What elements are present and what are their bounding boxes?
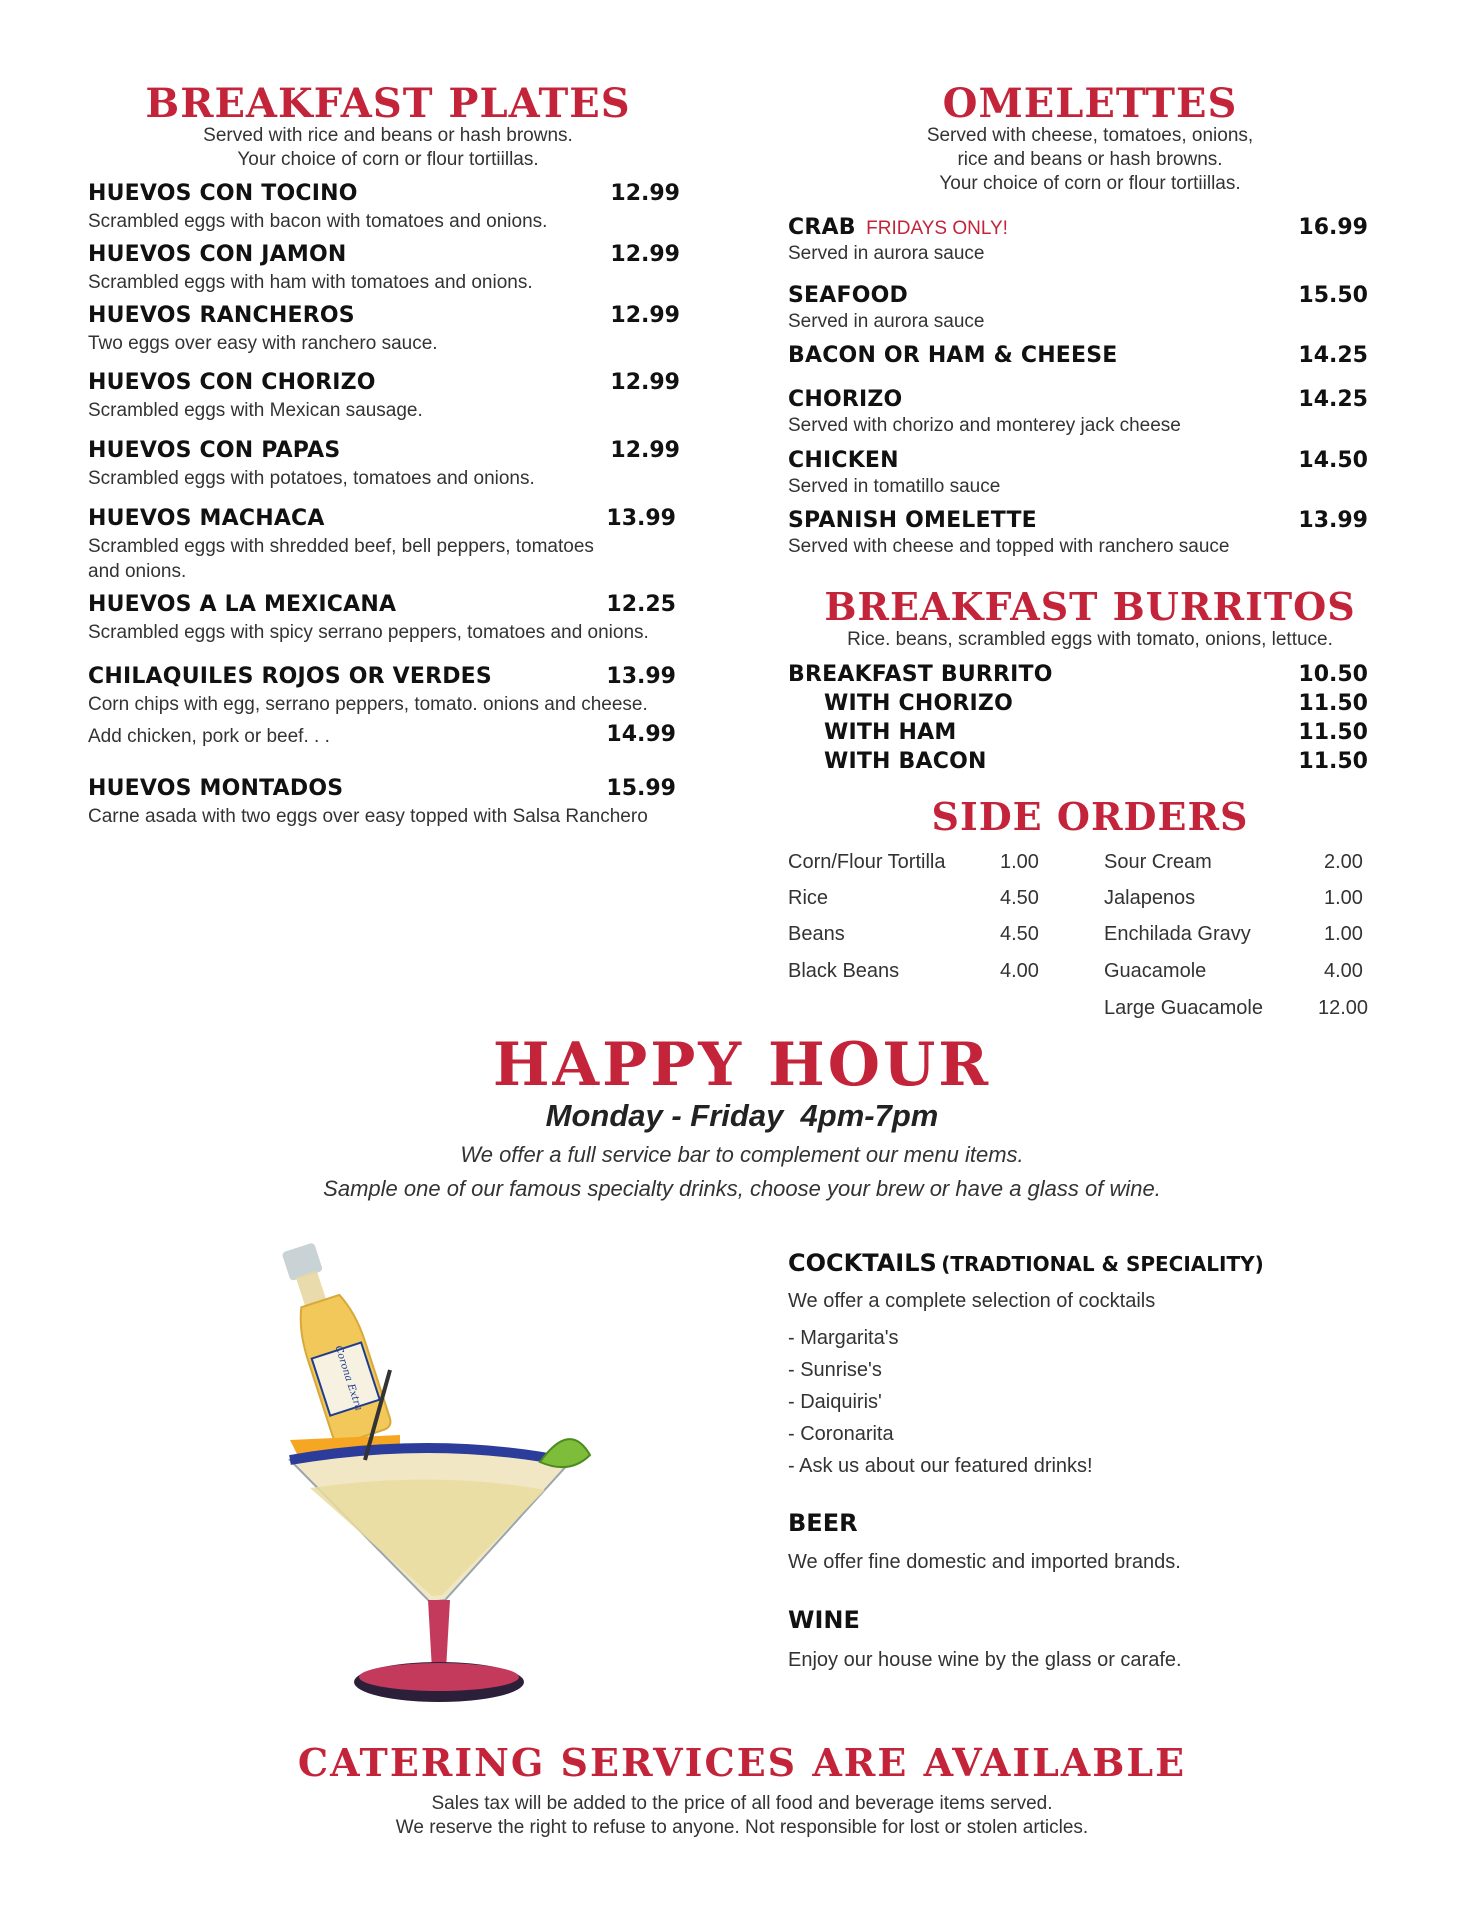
- item-price: 12.25: [606, 592, 676, 617]
- cocktails-heading: [788, 1249, 1264, 1277]
- item-price: 12.99: [610, 303, 680, 328]
- item-price: 12.99: [610, 438, 680, 463]
- item-name: CHILAQUILES ROJOS OR VERDES: [88, 664, 492, 689]
- side-item-price: 4.50: [1000, 923, 1039, 945]
- side-item-price: 4.00: [1000, 960, 1039, 982]
- item-price: 11.50: [1298, 749, 1368, 774]
- side-item-price: 1.00: [1000, 851, 1039, 873]
- catering-title: CATERING SERVICES ARE AVAILABLE: [297, 1740, 1187, 1785]
- item-price: 12.99: [610, 242, 680, 267]
- item-description: Scrambled eggs with Mexican sausage.: [88, 400, 423, 421]
- beer-title: BEER: [788, 1509, 858, 1537]
- item-name: WITH BACON: [824, 749, 987, 774]
- item-description: Served with chorizo and monterey jack cheese: [788, 415, 1181, 436]
- side-item-name: Guacamole: [1104, 960, 1207, 982]
- item-description: Served in aurora sauce: [788, 243, 985, 264]
- omelettes-subtitle-2: rice and beans or hash browns.: [957, 149, 1223, 170]
- side-item-name: Black Beans: [788, 960, 900, 982]
- side-item-name: Enchilada Gravy: [1104, 923, 1251, 945]
- happy-hour-line-2: Sample one of our famous specialty drinks, choose your brew or have a glass of wine.: [323, 1176, 1161, 1201]
- beer-text: We offer fine domestic and imported brands.: [788, 1551, 1181, 1573]
- item-name: HUEVOS MACHACA: [88, 506, 325, 531]
- item-name: HUEVOS A LA MEXICANA: [88, 592, 397, 617]
- item-name: HUEVOS RANCHEROS: [88, 303, 355, 328]
- omelettes-subtitle-1: Served with cheese, tomatoes, onions,: [926, 125, 1254, 146]
- side-item-price: 2.00: [1324, 851, 1363, 873]
- side-item-name: Jalapenos: [1104, 887, 1196, 909]
- item-name: WITH HAM: [824, 720, 957, 745]
- item-name: BREAKFAST BURRITO: [788, 662, 1053, 687]
- happy-hour-line-1: We offer a full service bar to complement our menu items.: [460, 1142, 1024, 1167]
- cocktails-paren: (TRADTIONAL & SPECIALITY): [941, 1252, 1264, 1276]
- fridays-only-note: FRIDAYS ONLY!: [866, 218, 1008, 239]
- side-item-name: Corn/Flour Tortilla: [788, 851, 946, 873]
- item-name: BACON OR HAM & CHEESE: [788, 343, 1118, 368]
- side-item-name: Beans: [788, 923, 845, 945]
- cocktail-item: - Daiquiris': [788, 1391, 882, 1413]
- side-item-price: 12.00: [1318, 997, 1369, 1019]
- breakfast-plates-title: BREAKFAST PLATES: [145, 80, 631, 127]
- burritos-title: BREAKFAST BURRITOS: [824, 584, 1356, 629]
- breakfast-plates-subtitle-1: Served with rice and beans or hash browns.: [203, 125, 573, 146]
- item-name: WITH CHORIZO: [824, 691, 1013, 716]
- item-price: 11.50: [1298, 720, 1368, 745]
- cocktail-item: - Margarita's: [788, 1327, 899, 1349]
- item-description: Scrambled eggs with potatoes, tomatoes and onions.: [88, 468, 535, 489]
- side-item-price: 4.50: [1000, 887, 1039, 909]
- item-price: 10.50: [1298, 662, 1368, 687]
- item-description: Scrambled eggs with spicy serrano peppers, tomatoes and onions.: [88, 622, 649, 643]
- item-description: Carne asada with two eggs over easy topped with Salsa Ranchero: [88, 806, 648, 827]
- side-item-price: 4.00: [1324, 960, 1363, 982]
- cocktails-title: COCKTAILS: [788, 1249, 937, 1277]
- cocktails-intro: We offer a complete selection of cocktails: [788, 1290, 1156, 1312]
- item-description: Corn chips with egg, serrano peppers, tomato. onions and cheese.: [88, 694, 648, 715]
- side-item-name: Large Guacamole: [1104, 997, 1263, 1019]
- wine-text: Enjoy our house wine by the glass or carafe.: [788, 1649, 1182, 1671]
- wine-title: WINE: [788, 1606, 860, 1634]
- item-price: 12.99: [610, 370, 680, 395]
- item-description: Scrambled eggs with shredded beef, bell peppers, tomatoes and onions.: [88, 536, 594, 582]
- omelette-crab-row: [788, 215, 1008, 240]
- side-item-name: Sour Cream: [1104, 851, 1212, 873]
- item-price: 14.25: [1298, 343, 1368, 368]
- item-name: CHICKEN: [788, 448, 899, 473]
- item-description: Served in tomatillo sauce: [788, 476, 1001, 497]
- item-name: HUEVOS MONTADOS: [88, 776, 344, 801]
- addon-text: Add chicken, pork or beef. . .: [88, 726, 330, 747]
- item-price: 15.50: [1298, 283, 1368, 308]
- side-item-price: 1.00: [1324, 887, 1363, 909]
- catering-line-2: We reserve the right to refuse to anyone. Not responsible for lost or stolen articles.: [395, 1817, 1089, 1838]
- item-price: 14.50: [1298, 448, 1368, 473]
- happy-hour-days: Monday - Friday 4pm-7pm: [545, 1098, 939, 1133]
- item-price: 13.99: [1298, 508, 1368, 533]
- item-name: SPANISH OMELETTE: [788, 508, 1037, 533]
- item-price: 14.25: [1298, 387, 1368, 412]
- burritos-subtitle: Rice. beans, scrambled eggs with tomato, onions, lettuce.: [847, 629, 1333, 650]
- side-orders-title: SIDE ORDERS: [931, 794, 1249, 839]
- item-name: HUEVOS CON CHORIZO: [88, 370, 376, 395]
- item-name: HUEVOS CON JAMON: [88, 242, 347, 267]
- cocktail-item: - Ask us about our featured drinks!: [788, 1455, 1093, 1477]
- item-description: Scrambled eggs with bacon with tomatoes and onions.: [88, 211, 548, 232]
- item-description: Scrambled eggs with ham with tomatoes and onions.: [88, 272, 533, 293]
- item-name: CRAB: [788, 215, 856, 240]
- addon-price: 14.99: [606, 722, 676, 747]
- item-price: 16.99: [1298, 215, 1368, 240]
- item-name: SEAFOOD: [788, 283, 908, 308]
- item-name: HUEVOS CON TOCINO: [88, 181, 358, 206]
- lime-wedge-icon: [540, 1439, 590, 1467]
- item-price: 11.50: [1298, 691, 1368, 716]
- item-price: 13.99: [606, 664, 676, 689]
- item-price: 13.99: [606, 506, 676, 531]
- margarita-glass-illustration: [270, 1230, 600, 1710]
- item-description: Served in aurora sauce: [788, 311, 985, 332]
- item-description: Two eggs over easy with ranchero sauce.: [88, 333, 438, 354]
- happy-hour-title: HAPPY HOUR: [492, 1030, 992, 1100]
- cocktail-item: - Coronarita: [788, 1423, 894, 1445]
- omelettes-title: OMELETTES: [942, 80, 1238, 127]
- cocktail-item: - Sunrise's: [788, 1359, 882, 1381]
- breakfast-plates-subtitle-2: Your choice of corn or flour tortiillas.: [237, 149, 539, 170]
- item-price: 15.99: [606, 776, 676, 801]
- item-name: HUEVOS CON PAPAS: [88, 438, 341, 463]
- omelettes-subtitle-3: Your choice of corn or flour tortiillas.: [939, 173, 1241, 194]
- side-item-name: Rice: [788, 887, 829, 909]
- beer-bottle-illustration: [274, 1237, 393, 1446]
- bottle-label: Corona Extra: [332, 1344, 364, 1413]
- item-price: 12.99: [610, 181, 680, 206]
- item-name: CHORIZO: [788, 387, 903, 412]
- catering-line-1: Sales tax will be added to the price of all food and beverage items served.: [431, 1793, 1053, 1814]
- item-description: Served with cheese and topped with ranchero sauce: [788, 536, 1230, 557]
- side-item-price: 1.00: [1324, 923, 1363, 945]
